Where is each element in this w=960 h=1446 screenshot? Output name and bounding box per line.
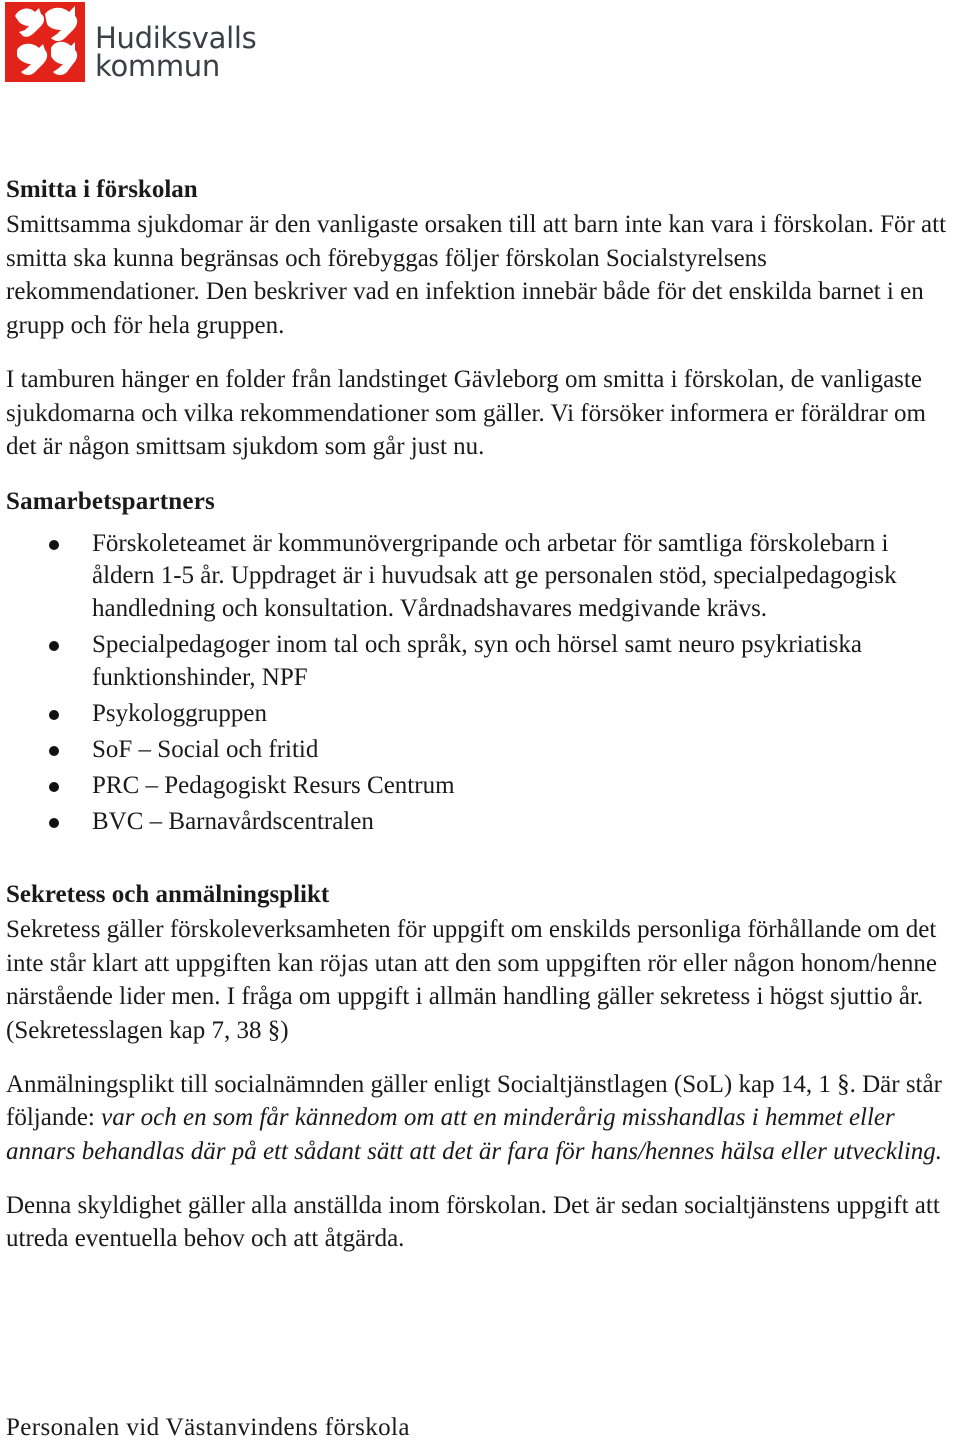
anmalningsplikt-lead: Anmälningsplikt till socialnämnden gäller enligt Socialtjänstlagen (SoL) kap 14, 1 §. Där står följande: [6,1070,942,1132]
logo-emblem-icon [5,2,85,82]
list-item-text: Specialpedagoger inom tal och språk, syn och hörsel samt neuro psykriatiska funktionshinder, NPF [92,631,862,691]
anmalningsplikt-quote: var och en som får kännedom om att en minderårig misshandlas i hemmet eller annars behandlas där på ett sådant sätt att det är fara för hans/hennes hälsa eller utveckling. [6,1104,943,1166]
heading-samarbetspartners: Samarbetspartners [6,487,215,515]
list-item-text: Psykologgruppen [92,699,267,727]
list-item [6,698,956,731]
list-item [6,629,956,694]
heading-sekretess: Sekretess och anmälningsplikt [6,880,330,908]
list-item-text: BVC – Barnavårdscentralen [92,808,374,836]
paragraph-sekretess-1: Sekretess gäller förskoleverksamheten för uppgift om enskilds personliga förhållande om det inte står klart att uppgiften kan röjas utan att den som uppgiften rör eller någon honom/henne närstående lider men. I fråga om uppgift i allmän handling gäller sekretess i högst sjuttio år. (Sekretesslagen kap 7, 38 §) [6,915,937,1044]
list-item-text: PRC – Pedagogiskt Resurs Centrum [92,772,455,800]
bullet-icon [49,540,59,550]
list-item [6,770,956,803]
hudiksvall-logo [5,2,265,84]
list-item-text: Förskoleteamet är kommunövergripande och arbetar för samtliga förskolebarn i åldern 1-5 år. Uppdraget är i huvudsak att ge personalen stöd, specialpedagogisk handledning och konsultation. Vårdnadshavares medgivande krävs. [92,529,897,622]
list-item [6,806,956,839]
list-item-text: SoF – Social och fritid [92,735,319,763]
logo-line-2: kommun [95,49,220,83]
logo-wordmark [95,21,257,83]
bullet-icon [49,710,59,720]
bullet-icon [49,641,59,651]
bullet-icon [49,746,59,756]
heading-smitta: Smitta i förskolan [6,176,198,203]
logo-line-1: Hudiksvalls [95,21,257,55]
partners-list [6,528,956,839]
document-body [6,172,956,1256]
heading-personalen: Personalen vid Västanvindens förskola [6,1414,410,1441]
paragraph-smitta-1: Smittsamma sjukdomar är den vanligaste orsaken till att barn inte kan vara i förskolan. För att smitta ska kunna begränsas och förebyggas följer förskolan Socialstyrelsens rekommendationer. Den beskriver vad en infektion innebär både för det enskilda barnet i en grupp och för hela gruppen. [6,211,947,340]
list-item [6,528,956,626]
bullet-icon [49,818,59,828]
paragraph-skyldighet: Denna skyldighet gäller alla anställda inom förskolan. Det är sedan socialtjänstens uppgift att utreda eventuella behov och att åtgärda. [6,1191,940,1253]
list-item [6,734,956,767]
paragraph-smitta-2: I tamburen hänger en folder från landstinget Gävleborg om smitta i förskolan, de vanligaste sjukdomarna och vilka rekommendationer som gäller. Vi försöker informera er föräldrar om det är någon smittsam sjukdom som går just nu. [6,365,926,461]
paragraph-anmalningsplikt [6,1068,956,1169]
bullet-icon [49,782,59,792]
